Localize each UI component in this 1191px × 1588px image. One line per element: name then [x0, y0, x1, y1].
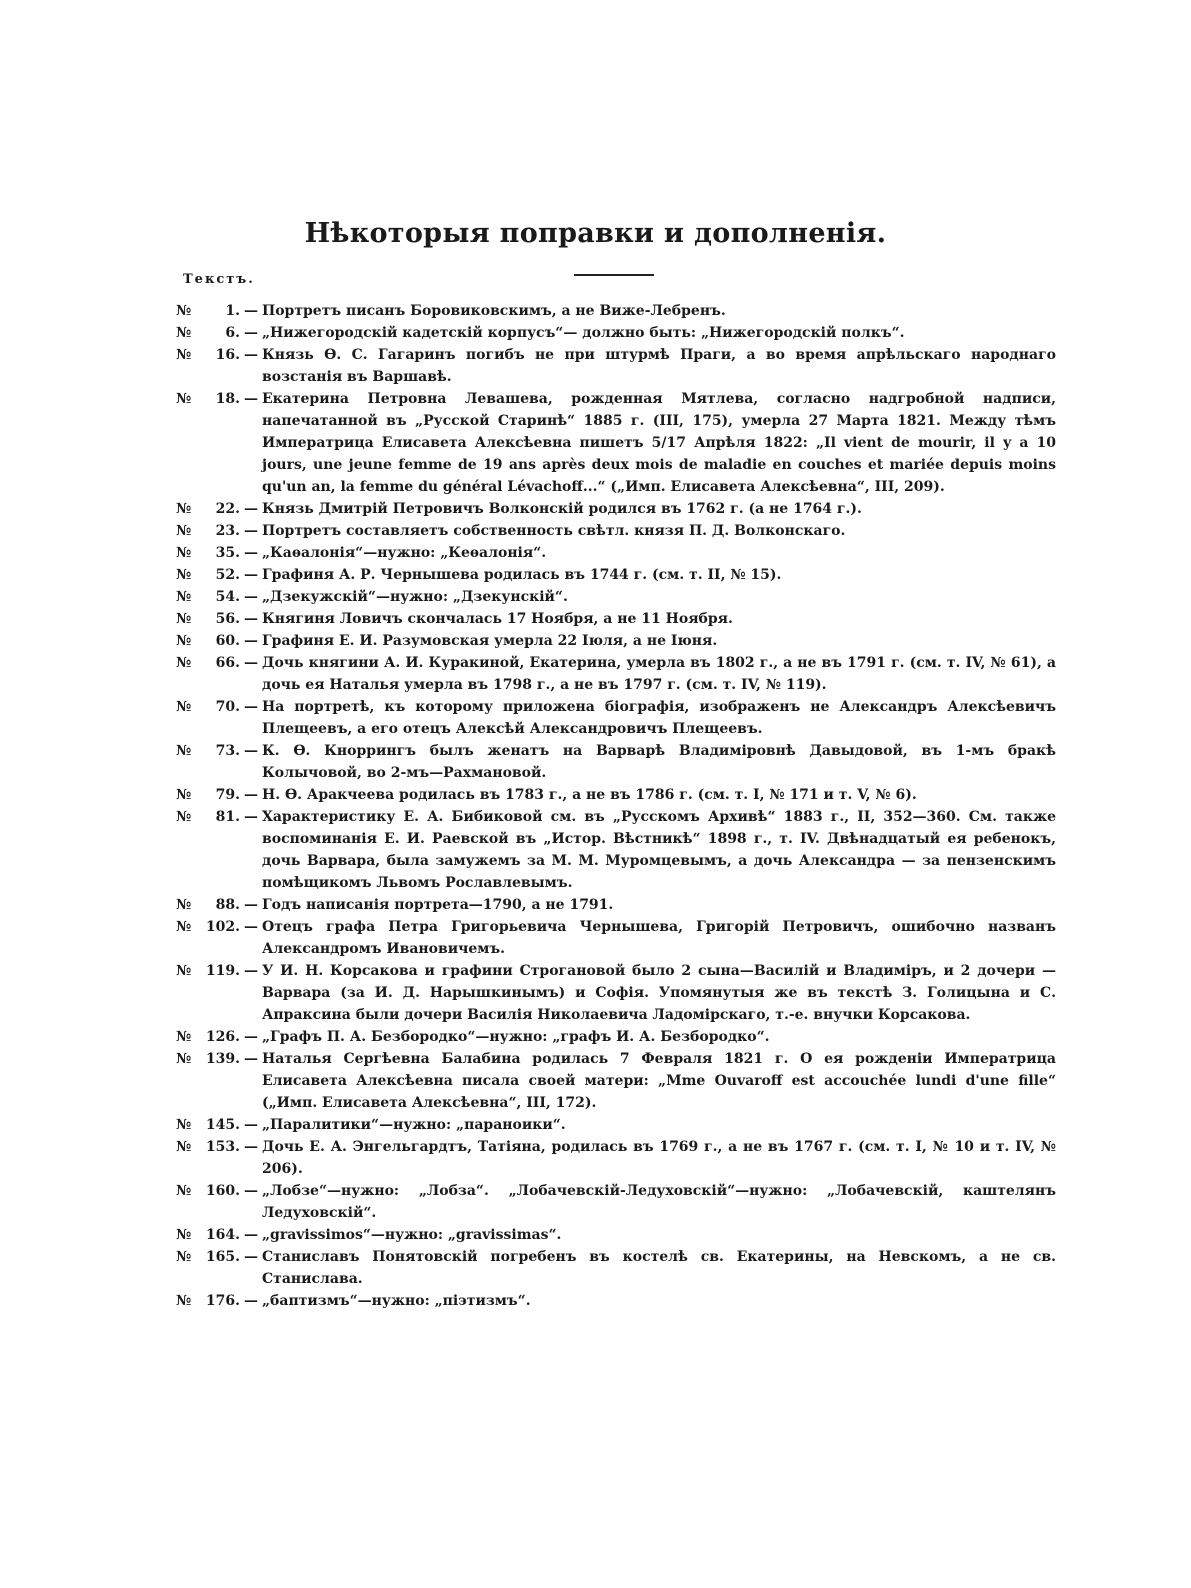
entry-dash: —: [244, 919, 258, 935]
entry-text: Графиня А. Р. Чернышева родилась въ 1744 г. (см. т. II, № 15).: [262, 567, 782, 583]
correction-entry: [176, 300, 1056, 322]
entry-text: „Графъ П. А. Безбородко“—нужно: „графъ И. А. Безбородко“.: [262, 1029, 770, 1045]
entry-text: Князь Ѳ. С. Гагаринъ погибъ не при штурмѣ Праги, а во время апрѣльскаго народнаго возстанія въ Варшавѣ.: [262, 347, 1056, 385]
entry-text: „Дзекужскій“—нужно: „Дзекунскій“.: [262, 589, 568, 605]
number-sign: №: [176, 1029, 192, 1045]
correction-entry: [176, 740, 1056, 784]
number-sign: №: [176, 347, 192, 363]
entry-number: 66.: [215, 655, 240, 671]
correction-entry: [176, 1136, 1056, 1180]
entry-number: 160.: [205, 1183, 240, 1199]
entry-dash: —: [244, 1227, 258, 1243]
entry-text: „Паралитики“—нужно: „параноики“.: [262, 1117, 566, 1133]
title-rule: [574, 274, 654, 276]
entry-text: Наталья Сергѣевна Балабина родилась 7 Февраля 1821 г. О ея рожденіи Императрица Елисавета Алексѣевна писала своей матери: „Mme Ouvaroff est accouchée lundi d'une fille“ („Имп. Елисавета Алексѣевна“, III, 172).: [262, 1051, 1056, 1111]
number-sign: №: [176, 699, 192, 715]
number-sign: №: [176, 743, 192, 759]
entry-number: 16.: [215, 347, 240, 363]
correction-entry: [176, 960, 1056, 1026]
correction-entry: [176, 916, 1056, 960]
entry-dash: —: [244, 1051, 258, 1067]
number-sign: №: [176, 545, 192, 561]
correction-entry: [176, 1224, 1056, 1246]
entry-number: 73.: [215, 743, 240, 759]
number-sign: №: [176, 787, 192, 803]
correction-entry: [176, 344, 1056, 388]
number-sign: №: [176, 1183, 192, 1199]
correction-entry: [176, 608, 1056, 630]
entry-text: Екатерина Петровна Левашева, рожденная Мятлева, согласно надгробной надписи, напечатанной въ „Русской Старинѣ“ 1885 г. (III, 175), умерла 27 Марта 1821. Между тѣмъ Императрица Елисавета Алексѣевна пишетъ 5/17 Апрѣля 1822: „Il vient de mourir, il y a 10 jours, une jeune femme de 19 ans après deux mois de maladie en couches et mariée depuis moins qu'un an, la femme du général Lévachoff...“ („Имп. Елисавета Алексѣевна“, III, 209).: [262, 391, 1056, 495]
number-sign: №: [176, 611, 192, 627]
entry-number: 164.: [205, 1227, 240, 1243]
correction-entry: [176, 586, 1056, 608]
entry-dash: —: [244, 545, 258, 561]
entry-number: 22.: [215, 501, 240, 517]
entry-text: Н. Ѳ. Аракчеева родилась въ 1783 г., а не въ 1786 г. (см. т. I, № 171 и т. V, № 6).: [262, 787, 917, 803]
number-sign: №: [176, 655, 192, 671]
number-sign: №: [176, 633, 192, 649]
entry-dash: —: [244, 809, 258, 825]
number-sign: №: [176, 589, 192, 605]
entry-text: Графиня Е. И. Разумовская умерла 22 Іюля, а не Іюня.: [262, 633, 718, 649]
number-sign: №: [176, 1249, 192, 1265]
number-sign: №: [176, 501, 192, 517]
entry-number: 54.: [215, 589, 240, 605]
entry-number: 35.: [215, 545, 240, 561]
entry-dash: —: [244, 699, 258, 715]
correction-entry: [176, 1246, 1056, 1290]
entry-text: К. Ѳ. Кноррингъ былъ женатъ на Варварѣ Владиміровнѣ Давыдовой, въ 1-мъ бракѣ Колычовой, во 2-мъ—Рахмановой.: [262, 743, 1056, 781]
entry-dash: —: [244, 787, 258, 803]
entry-text: „gravissimos“—нужно: „gravissimas“.: [262, 1227, 562, 1243]
entry-number: 18.: [215, 391, 240, 407]
entry-number: 23.: [215, 523, 240, 539]
correction-entry: [176, 542, 1056, 564]
correction-entry: [176, 388, 1056, 498]
corrections-list: [176, 300, 1056, 1312]
correction-entry: [176, 520, 1056, 542]
correction-entry: [176, 498, 1056, 520]
number-sign: №: [176, 1227, 192, 1243]
entry-dash: —: [244, 1139, 258, 1155]
number-sign: №: [176, 391, 192, 407]
number-sign: №: [176, 303, 192, 319]
entry-dash: —: [244, 1029, 258, 1045]
correction-entry: [176, 322, 1056, 344]
entry-number: 102.: [205, 919, 240, 935]
entry-number: 165.: [205, 1249, 240, 1265]
section-label: Текстъ.: [183, 272, 255, 287]
entry-dash: —: [244, 655, 258, 671]
entry-dash: —: [244, 347, 258, 363]
entry-dash: —: [244, 963, 258, 979]
entry-text: Князь Дмитрій Петровичъ Волконскій родился въ 1762 г. (а не 1764 г.).: [262, 501, 862, 517]
correction-entry: [176, 784, 1056, 806]
entry-text: Портретъ писанъ Боровиковскимъ, а не Виже-Лебренъ.: [262, 303, 726, 319]
entry-text: Характеристику Е. А. Бибиковой см. въ „Русскомъ Архивѣ“ 1883 г., II, 352—360. См. также воспоминанія Е. И. Раевской въ „Истор. Вѣстникѣ“ 1898 г., т. IV. Двѣнадцатый ея ребенокъ, дочь Варвара, была замужемъ за М. М. Муромцевымъ, а дочь Александра — за пензенскимъ помѣщикомъ Львомъ Рославлевымъ.: [262, 809, 1056, 891]
entry-dash: —: [244, 611, 258, 627]
entry-dash: —: [244, 589, 258, 605]
number-sign: №: [176, 963, 192, 979]
entry-number: 81.: [215, 809, 240, 825]
entry-text: У И. Н. Корсакова и графини Строгановой было 2 сына—Василій и Владиміръ, и 2 дочери —Варвара (за И. Д. Нарышкинымъ) и Софія. Упомянутыя же въ текстѣ З. Голицына и С. Апраксина были дочери Василія Николаевича Ладомірскаго, т.-е. внучки Корсакова.: [262, 963, 1056, 1023]
entry-dash: —: [244, 897, 258, 913]
entry-dash: —: [244, 501, 258, 517]
entry-text: Дочь княгини А. И. Куракиной, Екатерина, умерла въ 1802 г., а не въ 1791 г. (см. т. IV, № 61), а дочь ея Наталья умерла въ 1798 г., а не въ 1797 г. (см. т. IV, № 119).: [262, 655, 1056, 693]
entry-text: Дочь Е. А. Энгельгардтъ, Татіяна, родилась въ 1769 г., а не въ 1767 г. (см. т. I, № 10 и т. IV, № 206).: [262, 1139, 1056, 1177]
entry-dash: —: [244, 325, 258, 341]
entry-number: 88.: [215, 897, 240, 913]
correction-entry: [176, 630, 1056, 652]
entry-number: 52.: [215, 567, 240, 583]
entry-dash: —: [244, 391, 258, 407]
entry-number: 153.: [205, 1139, 240, 1155]
number-sign: №: [176, 1051, 192, 1067]
entry-text: Станиславъ Понятовскій погребенъ въ костелѣ св. Екатерины, на Невскомъ, а не св. Станислава.: [262, 1249, 1056, 1287]
entry-text: Княгиня Ловичъ скончалась 17 Ноября, а не 11 Ноября.: [262, 611, 733, 627]
correction-entry: [176, 1048, 1056, 1114]
number-sign: №: [176, 1293, 192, 1309]
entry-dash: —: [244, 1117, 258, 1133]
entry-number: 1.: [225, 303, 240, 319]
number-sign: №: [176, 1139, 192, 1155]
entry-text: „Лобзе“—нужно: „Лобза“. „Лобачевскій-Ледуховскій“—нужно: „Лобачевскій, каштелянъ Ледуховскій“.: [262, 1183, 1056, 1221]
entry-text: Портретъ составляетъ собственность свѣтл. князя П. Д. Волконскаго.: [262, 523, 846, 539]
entry-dash: —: [244, 633, 258, 649]
entry-dash: —: [244, 1183, 258, 1199]
entry-number: 145.: [205, 1117, 240, 1133]
entry-dash: —: [244, 743, 258, 759]
number-sign: №: [176, 919, 192, 935]
entry-number: 6.: [225, 325, 240, 341]
number-sign: №: [176, 325, 192, 341]
entry-number: 126.: [205, 1029, 240, 1045]
entry-number: 79.: [215, 787, 240, 803]
correction-entry: [176, 1114, 1056, 1136]
entry-dash: —: [244, 1249, 258, 1265]
correction-entry: [176, 1290, 1056, 1312]
number-sign: №: [176, 523, 192, 539]
entry-text: „баптизмъ“—нужно: „піэтизмъ“.: [262, 1293, 531, 1309]
entry-text: „Каѳалонія“—нужно: „Кеѳалонія“.: [262, 545, 547, 561]
entry-number: 176.: [205, 1293, 240, 1309]
number-sign: №: [176, 809, 192, 825]
number-sign: №: [176, 1117, 192, 1133]
entry-text: „Нижегородскій кадетскій корпусъ“— должно быть: „Нижегородскій полкъ“.: [262, 325, 905, 341]
entry-dash: —: [244, 567, 258, 583]
entry-dash: —: [244, 523, 258, 539]
entry-number: 70.: [215, 699, 240, 715]
correction-entry: [176, 1026, 1056, 1048]
entry-number: 139.: [205, 1051, 240, 1067]
entry-text: Отецъ графа Петра Григорьевича Чернышева, Григорій Петровичъ, ошибочно названъ Александромъ Ивановичемъ.: [262, 919, 1056, 957]
page-title: Нѣкоторыя поправки и дополненія.: [304, 218, 887, 249]
entry-number: 56.: [215, 611, 240, 627]
entry-number: 119.: [205, 963, 240, 979]
number-sign: №: [176, 567, 192, 583]
entry-text: Годъ написанія портрета—1790, а не 1791.: [262, 897, 614, 913]
correction-entry: [176, 894, 1056, 916]
correction-entry: [176, 806, 1056, 894]
correction-entry: [176, 652, 1056, 696]
entry-dash: —: [244, 1293, 258, 1309]
entry-text: На портретѣ, къ которому приложена біографія, изображенъ не Александръ Алексѣевичъ Плещеевъ, а его отецъ Алексѣй Александровичъ Плещеевъ.: [262, 699, 1056, 737]
correction-entry: [176, 696, 1056, 740]
correction-entry: [176, 1180, 1056, 1224]
number-sign: №: [176, 897, 192, 913]
correction-entry: [176, 564, 1056, 586]
entry-number: 60.: [215, 633, 240, 649]
entry-dash: —: [244, 303, 258, 319]
